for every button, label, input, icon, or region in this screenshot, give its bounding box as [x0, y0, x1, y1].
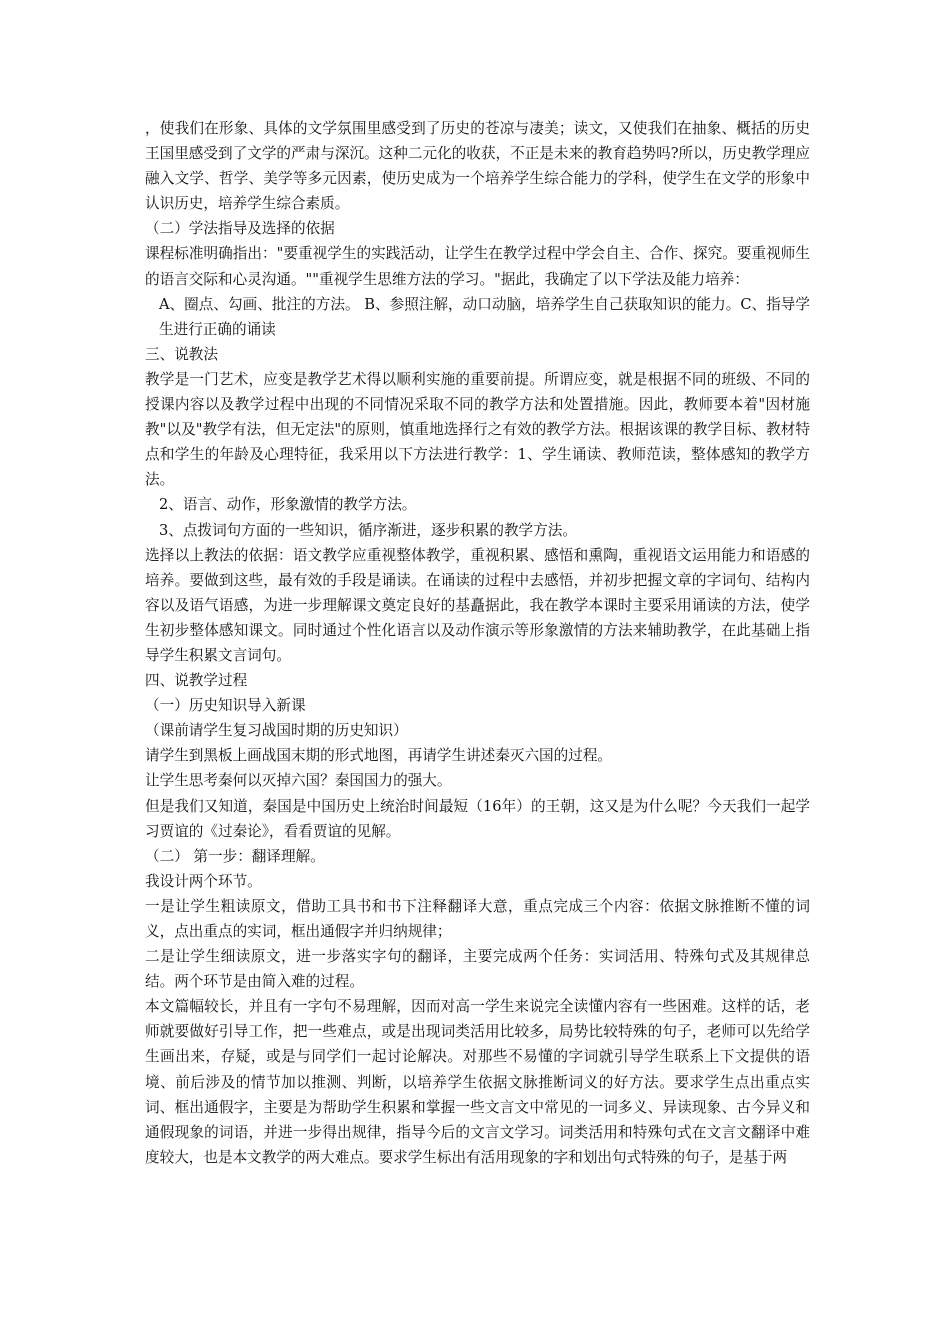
paragraph: 2、语言、动作，形象激情的教学方法。: [159, 496, 417, 514]
section-heading: （一）历史知识导入新课: [145, 697, 306, 715]
document-body: [145, 116, 810, 1170]
section-heading: （二） 第一步：翻译理解。: [145, 847, 325, 865]
paragraph: （课前请学生复习战国时期的历史知识）: [145, 722, 408, 740]
paragraph: 请学生到黑板上画战国末期的形式地图，再请学生讲述秦灭六国的过程。: [145, 747, 613, 765]
section-heading: （二）学法指导及选择的依据: [145, 220, 335, 238]
paragraph: A、圈点、勾画、批注的方法。 B、参照注解，动口动脑，培养学生自己获取知识的能力。C、指导学生进行正确的诵读: [159, 295, 810, 338]
paragraph: 二是让学生细读原文，进一步落实字句的翻译，主要完成两个任务：实词活用、特殊句式及其规律总结。两个环节是由简入难的过程。: [145, 948, 810, 991]
paragraph: 我设计两个环节。: [145, 872, 262, 890]
paragraph: 3、点拨词句方面的一些知识，循序渐进，逐步积累的教学方法。: [159, 521, 577, 539]
section-heading: 四、说教学过程: [145, 672, 248, 690]
paragraph: 课程标准明确指出："要重视学生的实践活动，让学生在教学过程中学会自主、合作、探究。要重视师生的语言交际和心灵沟通。""重视学生思维方法的学习。"据此，我确定了以下学法及能力培养：: [145, 245, 810, 288]
paragraph: 教学是一门艺术，应变是教学艺术得以顺利实施的重要前提。所谓应变，就是根据不同的班级、不同的授课内容以及教学过程中出现的不同情况采取不同的教学方法和处置措施。因此，教师要本着"因材施教"以及"教学有法，但无定法"的原则，慎重地选择行之有效的教学方法。根据该课的教学目标、教材特点和学生的年龄及心理特征，我采用以下方法进行教学：1、学生诵读、教师范读，整体感知的教学方法。: [145, 370, 810, 489]
paragraph: 一是让学生粗读原文，借助工具书和书下注释翻译大意，重点完成三个内容：依据文脉推断不懂的词义，点出重点的实词，框出通假字并归纳规律；: [145, 897, 810, 940]
paragraph: 本文篇幅较长，并且有一字句不易理解，因而对高一学生来说完全读懂内容有一些困难。这样的话，老师就要做好引导工作，把一些难点，或是出现词类活用比较多，局势比较特殊的句子，老师可以先给学生画出来，存疑，或是与同学们一起讨论解决。对那些不易懂的字词就引导学生联系上下文提供的语境、前后涉及的情节加以推测、判断，以培养学生依据文脉推断词义的好方法。要求学生点出重点实词、框出通假字，主要是为帮助学生积累和掌握一些文言文中常见的一词多义、异读现象、古今异义和通假现象的词语，并进一步得出规律，指导今后的文言文学习。词类活用和特殊句式在文言文翻译中难度较大，也是本文教学的两大难点。要求学生标出有活用现象的字和划出句式特殊的句子，是基于两: [145, 998, 810, 1166]
paragraph: 让学生思考秦何以灭掉六国？秦国国力的强大。: [145, 772, 452, 790]
section-heading: 三、说教法: [145, 345, 218, 363]
paragraph: 选择以上教法的依据：语文教学应重视整体教学，重视积累、感悟和熏陶，重视语文运用能力和语感的培养。要做到这些，最有效的手段是诵读。在诵读的过程中去感悟，并初步把握文章的字词句、结构内容以及语气语感，为进一步理解课文奠定良好的基矗据此，我在教学本课时主要采用诵读的方法，使学生初步整体感知课文。同时通过个性化语言以及动作演示等形象激情的方法来辅助教学，在此基础上指导学生积累文言词句。: [145, 546, 810, 664]
paragraph: 但是我们又知道，秦国是中国历史上统治时间最短（16年）的王朝，这又是为什么呢？今天我们一起学习贾谊的《过秦论》，看看贾谊的见解。: [145, 797, 810, 840]
paragraph: ，使我们在形象、具体的文学氛围里感受到了历史的苍凉与凄美；读文，又使我们在抽象、概括的历史王国里感受到了文学的严肃与深沉。这种二元化的收获，不正是未来的教育趋势吗?所以，历史教学理应融入文学、哲学、美学等多元因素，使历史成为一个培养学生综合能力的学科，使学生在文学的形象中认识历史，培养学生综合素质。: [145, 120, 810, 213]
